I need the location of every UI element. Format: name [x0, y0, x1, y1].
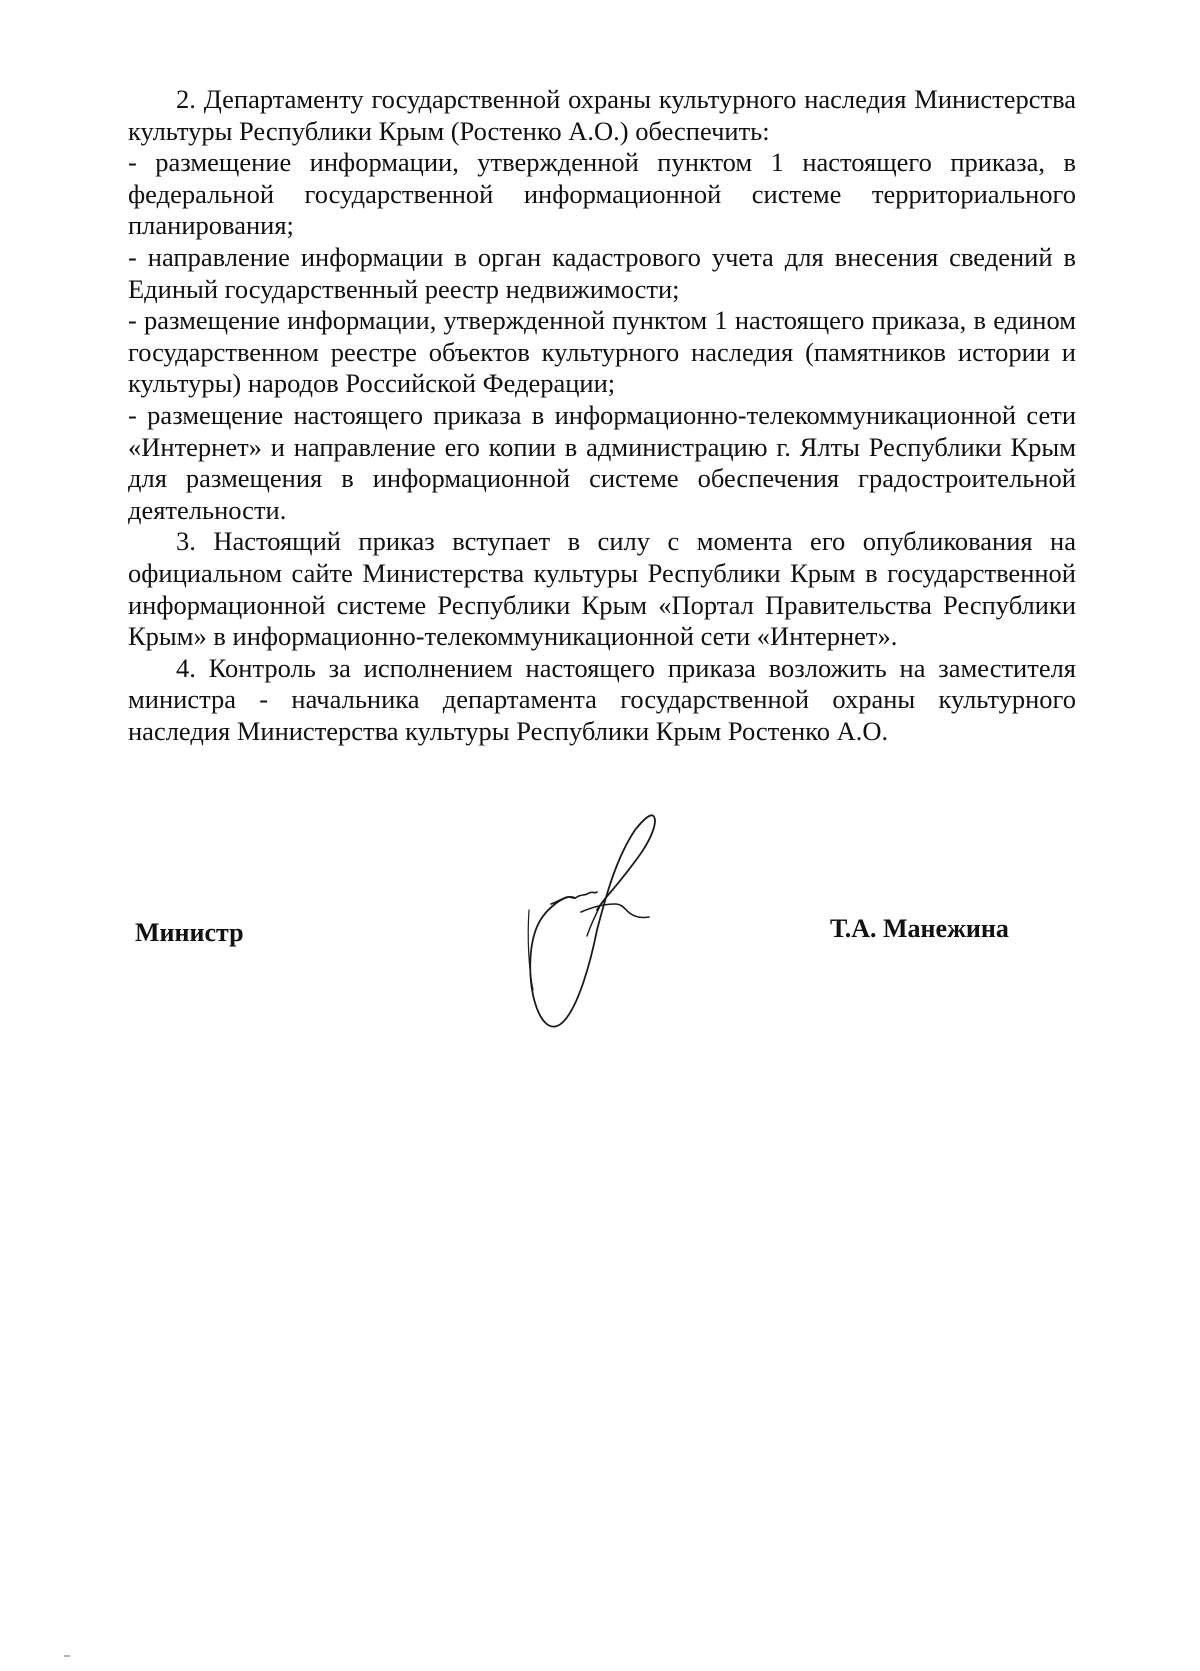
paragraph-subitem-1: - размещение информации, утвержденной пунктом 1 настоящего приказа, в федеральной государственной информационной системе территориального планирования;	[128, 147, 1076, 241]
paragraph-item-4: 4. Контроль за исполнением настоящего приказа возложить на заместителя министра - начальника департамента государственной охраны культурного наследия Министерства культуры Республики Крым Ростенко А.О.	[128, 652, 1076, 746]
document-body	[128, 84, 1076, 747]
signature-block	[0, 800, 1200, 1060]
signer-name: Т.А. Манежина	[830, 914, 1009, 943]
signer-title: Министр	[135, 918, 244, 947]
scan-artifact-mark	[64, 1655, 70, 1657]
paragraph-item-2: 2. Департаменту государственной охраны культурного наследия Министерства культуры Республики Крым (Ростенко А.О.) обеспечить:	[128, 84, 1076, 146]
paragraph-item-3: 3. Настоящий приказ вступает в силу с момента его опубликования на официальном сайте Министерства культуры Республики Крым в государственной информационной системе Республики Крым «Портал Правительства Республики Крым» в информационно-телекоммуникационной сети «Интернет».	[128, 526, 1076, 652]
handwritten-signature-icon	[515, 800, 705, 1060]
paragraph-subitem-4: - размещение настоящего приказа в информационно-телекоммуникационной сети «Интернет» и направление его копии в администрацию г. Ялты Республики Крым для размещения в информационной системе обеспечения градостроительной деятельности.	[128, 399, 1076, 525]
paragraph-subitem-3: - размещение информации, утвержденной пунктом 1 настоящего приказа, в едином государственном реестре объектов культурного наследия (памятников истории и культуры) народов Российской Федерации;	[128, 305, 1076, 399]
paragraph-subitem-2: - направление информации в орган кадастрового учета для внесения сведений в Единый государственный реестр недвижимости;	[128, 241, 1076, 304]
